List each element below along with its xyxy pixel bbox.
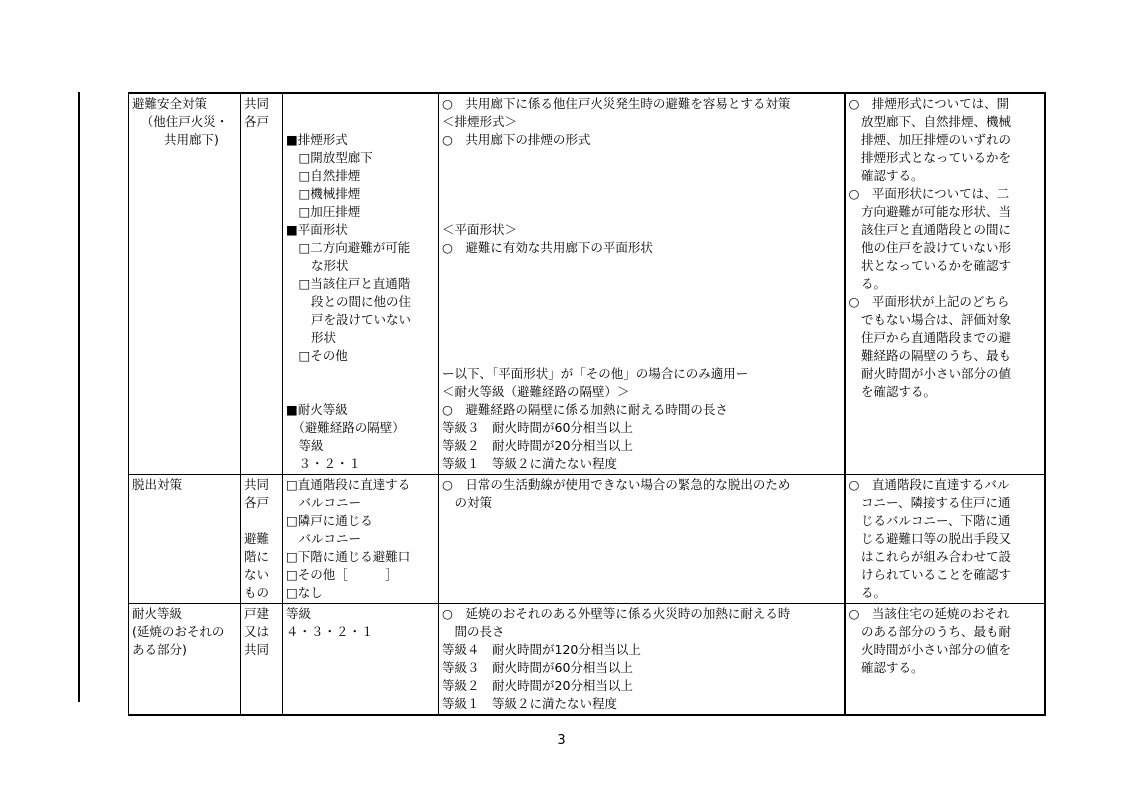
text-line: 共同 — [244, 96, 270, 111]
text-line: ○ 避難経路の隔壁に係る加熱に耐える時間の長さ — [442, 402, 728, 417]
text-line: ■耐火等級 — [286, 402, 348, 417]
text-line: 共用廊下) — [164, 132, 219, 147]
item-cell — [129, 604, 241, 716]
text-line: 共同 — [244, 477, 270, 492]
description-cell — [439, 475, 845, 604]
text-line: 共同 — [244, 642, 270, 657]
text-line: 等級 — [286, 438, 324, 453]
text-line: ○ 直通階段に直達するバル — [848, 477, 1010, 492]
text-line: ■平面形状 — [286, 222, 348, 237]
text-line: 段との間に他の住 — [286, 294, 412, 309]
text-line: 脱出対策 — [132, 477, 183, 492]
text-line — [244, 512, 279, 530]
text-line — [442, 293, 841, 311]
text-line: □加圧排煙 — [286, 204, 361, 219]
text-line: ＜平面形状＞ — [442, 222, 518, 237]
scope-cell — [241, 475, 283, 604]
text-line: （他住戸火災・ — [140, 114, 229, 129]
text-line — [442, 149, 841, 167]
text-line: 難経路の隔壁のうち、最も — [848, 348, 1012, 363]
text-line: ＜排煙形式＞ — [442, 114, 518, 129]
text-line: のある部分のうち、最も耐 — [848, 624, 1012, 639]
options-cell — [283, 604, 439, 716]
evaluation-table — [128, 92, 1046, 716]
text-line — [286, 383, 435, 401]
text-line: けられていることを確認す — [848, 567, 1012, 582]
text-line: じる避難口等の脱出手段又 — [848, 531, 1012, 546]
text-line: □直通階段に直達する — [286, 477, 411, 492]
text-line: 階に — [244, 549, 270, 564]
text-line: 方向避難が可能な形状、当 — [848, 204, 1012, 219]
options-cell — [283, 93, 439, 475]
text-line — [442, 329, 841, 347]
text-line: 耐火等級 — [132, 606, 183, 621]
text-line — [442, 185, 841, 203]
text-line: 又は — [244, 624, 270, 639]
text-line: ○ 当該住宅の延焼のおそれ — [848, 606, 1010, 621]
text-line — [442, 167, 841, 185]
text-line: ４・３・２・１ — [286, 624, 374, 639]
text-line — [286, 365, 435, 383]
text-line: 状となっているかを確認す — [848, 258, 1012, 273]
text-line: □機械排煙 — [286, 186, 361, 201]
text-line — [286, 95, 435, 113]
text-line: ○ 避難に有効な共用廊下の平面形状 — [442, 240, 653, 255]
text-line: 該住戸と直通階段との間に — [848, 222, 1012, 237]
table-row — [129, 475, 1045, 604]
text-line: でもない場合は、評価対象 — [848, 312, 1012, 327]
text-line: ある部分) — [132, 642, 187, 657]
text-line: はこれらが組み合わせて設 — [848, 549, 1012, 564]
text-line: ○ 延焼のおそれのある外壁等に係る火災時の加熱に耐える時 — [442, 606, 791, 621]
text-line: 火時間が小さい部分の値を — [848, 642, 1012, 657]
text-line: 戸を設けていない — [286, 312, 412, 327]
text-line: 避難安全対策 — [132, 96, 208, 111]
text-line: □二方向避難が可能 — [286, 240, 411, 255]
table-row — [129, 604, 1045, 716]
text-line: （避難経路の隔壁） — [286, 420, 405, 435]
text-line: 確認する。 — [848, 168, 924, 183]
text-line: 等級 — [286, 606, 312, 621]
table-row — [129, 93, 1045, 475]
text-line: 確認する。 — [848, 660, 924, 675]
text-line: 排煙、加圧排煙のいずれの — [848, 132, 1012, 147]
options-cell — [283, 475, 439, 604]
text-line: ○ 平面形状については、二 — [848, 186, 1010, 201]
text-line: 住戸から直通階段までの避 — [848, 330, 1012, 345]
text-line: □その他 — [286, 348, 348, 363]
text-line: バルコニー — [286, 531, 362, 546]
left-margin-bar — [78, 92, 80, 702]
description-cell — [439, 93, 845, 475]
text-line: ○ 共用廊下に係る他住戸火災発生時の避難を容易とする対策 — [442, 96, 791, 111]
text-line — [442, 347, 841, 365]
note-cell — [845, 475, 1045, 604]
text-line: 避難 — [244, 531, 270, 546]
text-line: 他の住戸を設けていない形 — [848, 240, 1012, 255]
text-line — [442, 311, 841, 329]
text-line: ■排煙形式 — [286, 132, 348, 147]
text-line — [286, 113, 435, 131]
text-line: 戸建 — [244, 606, 270, 621]
text-line: □隣戸に通じる — [286, 513, 373, 528]
text-line: の対策 — [442, 495, 493, 510]
text-line: 等級２ 耐火時間が20分相当以上 — [442, 678, 633, 693]
text-line: もの — [244, 585, 270, 600]
text-line: バルコニー — [286, 495, 362, 510]
text-line: ○ 日常の生活動線が使用できない場合の緊急的な脱出のため — [442, 477, 791, 492]
text-line: 排煙形式となっているかを — [848, 150, 1012, 165]
text-line: 放型廊下、自然排煙、機械 — [848, 114, 1012, 129]
page-number: 3 — [557, 733, 566, 748]
text-line: □自然排煙 — [286, 168, 361, 183]
text-line: 等級３ 耐火時間が60分相当以上 — [442, 420, 633, 435]
text-line: ○ 平面形状が上記のどちら — [848, 294, 1010, 309]
text-line: ○ 排煙形式については、開 — [848, 96, 1010, 111]
text-line: 等級４ 耐火時間が120分相当以上 — [442, 642, 641, 657]
text-line: 等級１ 等級２に満たない程度 — [442, 456, 618, 471]
text-line: 各戸 — [244, 495, 270, 510]
text-line: る。 — [848, 276, 887, 291]
item-cell — [129, 475, 241, 604]
text-line: コニー、隣接する住戸に通 — [848, 495, 1011, 510]
description-cell — [439, 604, 845, 716]
text-line: ＜耐火等級（避難経路の隔壁）＞ — [442, 384, 630, 399]
text-line: 形状 — [286, 330, 337, 345]
item-cell — [129, 93, 241, 475]
text-line: る。 — [848, 585, 887, 600]
text-line: を確認する。 — [848, 384, 937, 399]
text-line: (延焼のおそれの — [132, 624, 225, 639]
text-line: ー以下、「平面形状」が「その他」の場合にのみ適用ー — [442, 366, 749, 381]
text-line: 等級３ 耐火時間が60分相当以上 — [442, 660, 633, 675]
text-line: な形状 — [286, 258, 349, 273]
text-line — [442, 275, 841, 293]
text-line: □開放型廊下 — [286, 150, 373, 165]
scope-cell — [241, 93, 283, 475]
text-line: □下階に通じる避難口 — [286, 549, 411, 564]
scope-cell — [241, 604, 283, 716]
text-line: じるバルコニー、下階に通 — [848, 513, 1011, 528]
text-line: □当該住戸と直通階 — [286, 276, 411, 291]
note-cell — [845, 93, 1045, 475]
text-line: 各戸 — [244, 114, 270, 129]
text-line: ３・２・１ — [286, 456, 362, 471]
text-line — [442, 203, 841, 221]
text-line — [442, 257, 841, 275]
text-line: □その他［ ］ — [286, 567, 398, 582]
text-line: 等級２ 耐火時間が20分相当以上 — [442, 438, 633, 453]
note-cell — [845, 604, 1045, 716]
text-line: □なし — [286, 585, 323, 600]
text-line: 等級１ 等級２に満たない程度 — [442, 696, 618, 711]
text-line: 耐火時間が小さい部分の値 — [848, 366, 1012, 381]
text-line: ない — [244, 567, 270, 582]
text-line: 間の長さ — [442, 624, 505, 639]
text-line: ○ 共用廊下の排煙の形式 — [442, 132, 591, 147]
